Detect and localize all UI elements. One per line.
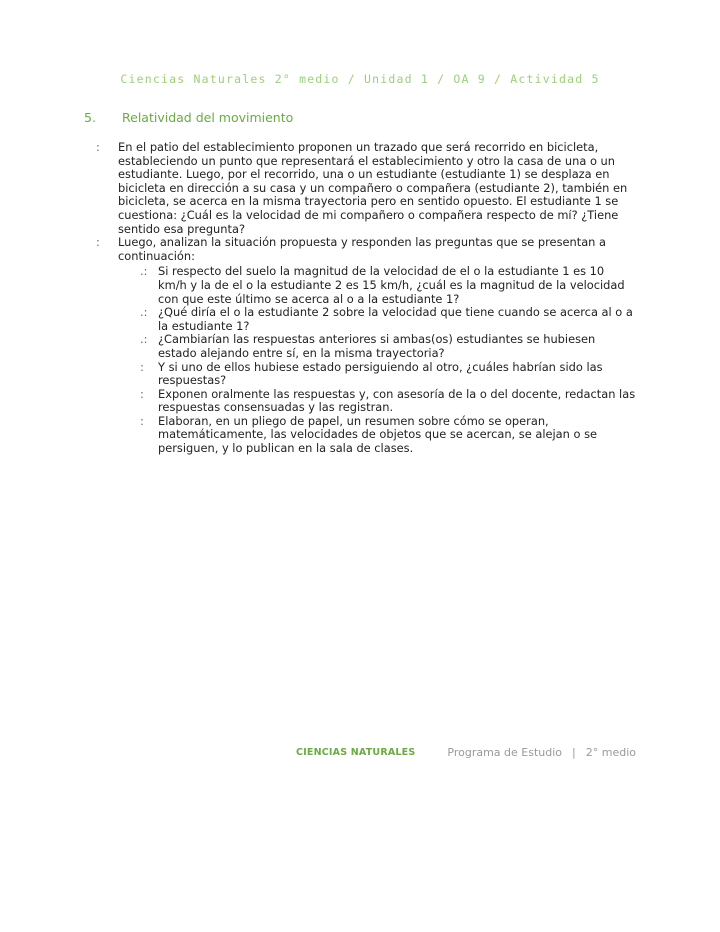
list-item [96, 236, 636, 263]
question-text: ¿Qué diría el o la estudiante 2 sobre la velocidad que tiene cuando se acerca al o a la estudiante 1? [158, 305, 633, 333]
section-heading [84, 110, 293, 125]
list-item-text: Luego, analizan la situación propuesta y responden las preguntas que se presentan a continuación: [118, 235, 606, 263]
question-list [140, 265, 636, 455]
question-bullet: .: [140, 305, 148, 320]
list-item-text: En el patio del establecimiento proponen un trazado que será recorrido en bicicleta, estableciendo un punto que representará el establecimiento y otro la casa de una o un estudiante. Luego, por el recorrido, una o un estudiante (estudiante 1) se desplaza en bicicleta en dirección a su casa y un compañero o compañera (estudiante 2), también en bicicleta, se acerca en la misma trayectoria pero en sentido opuesto. El estudiante 1 se cuestiona: ¿Cuál es la velocidad de mi compañero o compañera respecto de mí? ¿Tiene sentido esa pregunta? [118, 140, 628, 236]
question-item [140, 306, 636, 333]
section-title: Relatividad del movimiento [122, 110, 294, 125]
question-bullet: .: [140, 332, 148, 347]
question-bullet: : [140, 386, 144, 401]
question-text: Exponen oralmente las respuestas y, con asesoría de la o del docente, redactan las respuestas consensuadas y las registran. [158, 386, 636, 415]
question-item [140, 388, 636, 415]
question-item [140, 265, 636, 306]
footer-grade: 2° medio [585, 746, 636, 759]
question-text: ¿Cambiarían las respuestas anteriores si ambas(os) estudiantes se hubiesen estado alejando entre sí, en la misma trayectoria? [158, 332, 596, 360]
question-item [140, 361, 636, 388]
question-item [140, 333, 636, 360]
question-text: Elaboran, en un pliego de papel, un resumen sobre cómo se operan, matemáticamente, las velocidades de objetos que se acercan, se alejan o se persiguen, y lo publican en la sala de clases. [158, 413, 598, 456]
footer-separator: | [572, 746, 576, 759]
question-bullet: : [140, 413, 144, 428]
list-bullet: : [96, 140, 100, 154]
question-text: Si respecto del suelo la magnitud de la velocidad de el o la estudiante 1 es 10 km/h y la de el o la estudiante 2 es 15 km/h, ¿cuál es la magnitud de la velocidad con que este último se acerca al o a la estudiante 1? [158, 264, 625, 306]
footer-program: Programa de Estudio [447, 746, 563, 759]
footer-brand: CIENCIAS NATURALES [296, 747, 416, 758]
activity-list [96, 141, 636, 456]
list-item [96, 141, 636, 236]
list-bullet: : [96, 235, 100, 250]
section-number: 5. [84, 110, 96, 125]
question-text: Y si uno de ellos hubiese estado persiguiendo al otro, ¿cuáles habrían sido las respuestas? [158, 359, 603, 388]
question-bullet: .: [140, 264, 148, 279]
question-item [140, 415, 636, 456]
question-bullet: : [140, 359, 144, 374]
running-header: Ciencias Naturales 2° medio / Unidad 1 / OA 9 / Actividad 5 [120, 72, 600, 86]
page-footer [0, 746, 636, 759]
